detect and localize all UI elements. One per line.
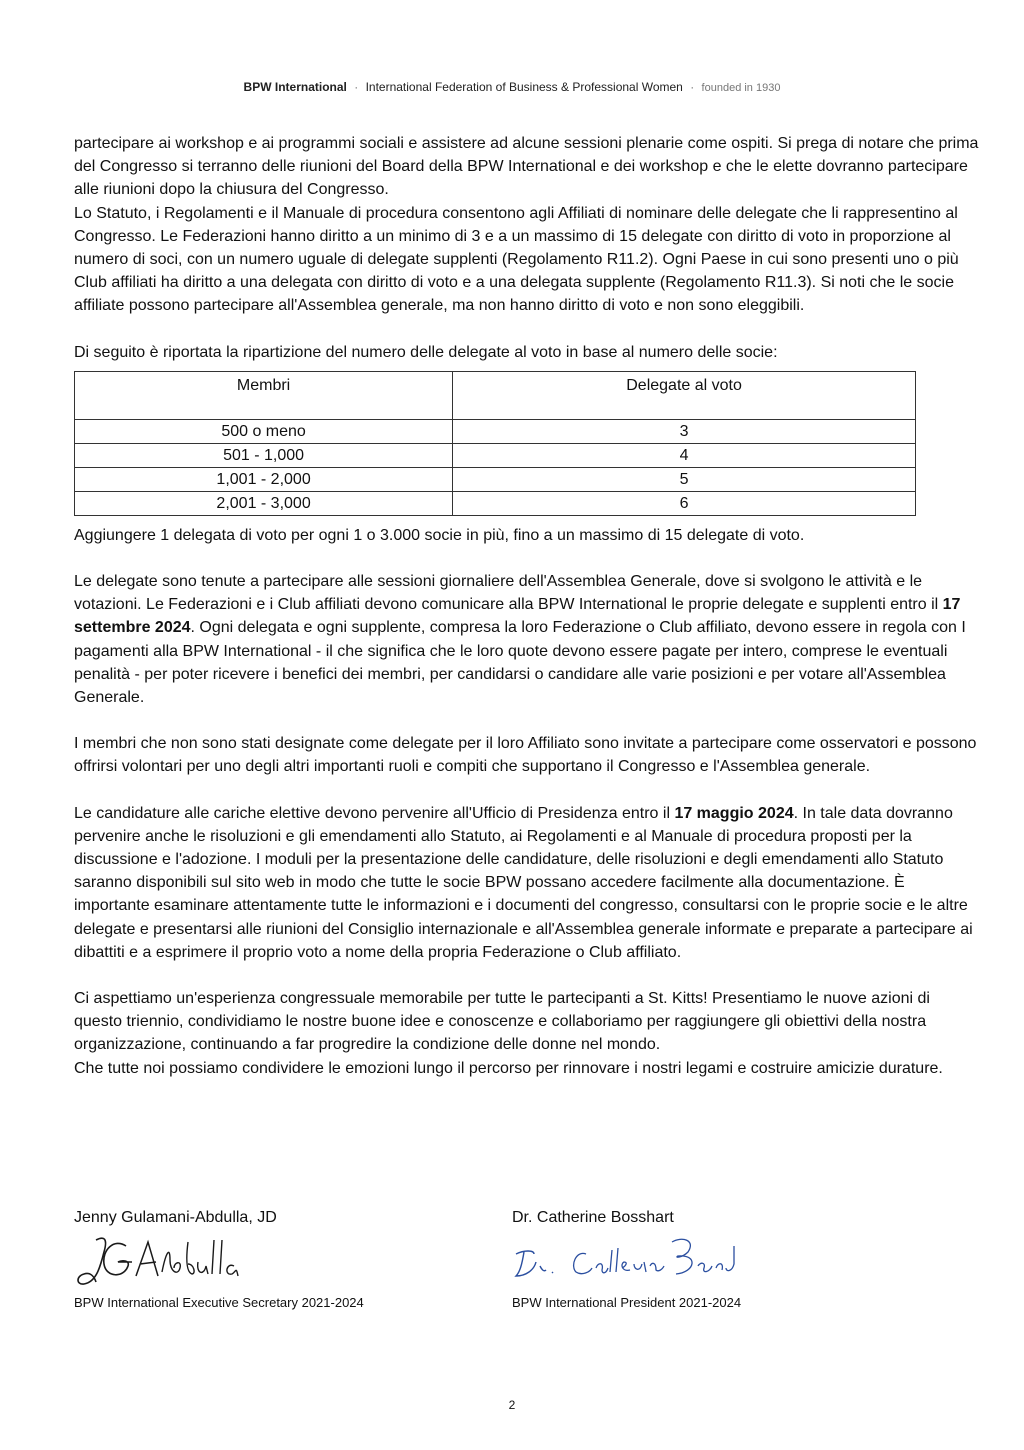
paragraph-delegates-attendance <box>74 570 979 709</box>
table-cell: 6 <box>453 491 916 515</box>
paragraph-candidatures <box>74 802 979 964</box>
paragraph-closing: Che tutte noi possiamo condividere le emozioni lungo il percorso per rinnovare i nostri legami e costruire amicizie durature. <box>74 1059 943 1077</box>
table-row <box>75 491 916 515</box>
table-cell: 2,001 - 3,000 <box>75 491 453 515</box>
header-founded: founded in 1930 <box>701 82 781 94</box>
signer-role-right: BPW International President 2021-2024 <box>512 1295 742 1310</box>
signer-role-left: BPW International Executive Secretary 2021-2024 <box>74 1295 364 1310</box>
table-header-delegates: Delegate al voto <box>453 371 916 419</box>
signature-block <box>74 1208 974 1318</box>
paragraph-text: Le candidature alle cariche elettive devono pervenire all'Ufficio di Presidenza entro il <box>74 804 675 822</box>
header-full-name: International Federation of Business & Professional Women <box>365 80 683 94</box>
header-separator: · <box>690 80 695 94</box>
paragraph-table-intro: Di seguito è riportata la ripartizione del numero delle delegate al voto in base al numero delle socie: <box>74 343 778 361</box>
paragraph-text: . Ogni delegata e ogni supplente, compresa la loro Federazione o Club affiliato, devono essere in regola con I pagamenti alla BPW International - il che significa che le loro quote devono essere pagate per intero, comprese le eventuali penalità - per poter ricevere i benefici dei membri, per candidarsi o candidare alle varie posizioni e per votare all'Assemblea Generale. <box>74 619 966 707</box>
paragraph-text: Le delegate sono tenute a partecipare alle sessioni giornaliere dell'Assemblea Generale, dove si svolgono le attività e le votazioni. Le Federazioni e i Club affiliati devono comunicare alla BPW International le proprie delegate e supplenti entro il <box>74 573 943 614</box>
paragraph-expectations: Ci aspettiamo un'esperienza congressuale memorabile per tutte le partecipanti a St. Kitts! Presentiamo le nuove azioni di questo triennio, condividiamo le nostre buone idee e conoscenze e collaboriamo per raggiungere gli obiettivi della nostra organizzazione, continuando a far progredire la condizione delle donne nel mondo. <box>74 990 930 1054</box>
document-body <box>74 132 979 1080</box>
deadline-september: 17 settembre 2024 <box>74 596 961 637</box>
signature-left <box>74 1208 474 1312</box>
signature-right <box>512 1208 912 1312</box>
signer-name-left: Jenny Gulamani-Abdulla, JD <box>74 1209 277 1226</box>
handwritten-signature-right <box>512 1232 912 1294</box>
table-cell: 500 o meno <box>75 419 453 443</box>
table-row <box>75 443 916 467</box>
paragraph-statute: Lo Statuto, i Regolamenti e il Manuale di procedura consentono agli Affiliati di nominare delle delegate che li rappresentino al Congresso. Le Federazioni hanno diritto a un minimo di 3 e a un massimo di 15 delegate con diritto di voto in proporzione al numero di soci, con un numero uguale di delegate supplenti (Regolamento R11.2). Ogni Paese in cui sono presenti uno o più Club affiliati ha diritto a una delegata con diritto di voto e a una delegata supplente (Regolamento R11.3). Si noti che le socie affiliate possono partecipare all'Assemblea generale, ma non hanno diritto di voto e non sono eleggibili. <box>74 204 959 315</box>
page-number: 2 <box>508 1398 516 1412</box>
table-header-row <box>75 371 916 419</box>
delegates-table <box>74 371 916 516</box>
deadline-may: 17 maggio 2024 <box>674 804 794 822</box>
table-cell: 501 - 1,000 <box>75 443 453 467</box>
table-row <box>75 467 916 491</box>
header-separator: · <box>354 80 359 94</box>
signer-name-right: Dr. Catherine Bosshart <box>512 1209 674 1226</box>
paragraph-workshop: partecipare ai workshop e ai programmi sociali e assistere ad alcune sessioni plenarie come ospiti. Si prega di notare che prima del Congresso si terranno delle riunioni del Board della BPW International e dei workshop e che le elette dovranno partecipare alle riunioni dopo la chiusura del Congresso. <box>74 135 979 199</box>
handwritten-signature-left <box>74 1232 474 1294</box>
table-cell: 3 <box>453 419 916 443</box>
header-org: BPW International <box>243 80 347 94</box>
page-header <box>0 80 1024 94</box>
table-cell: 1,001 - 2,000 <box>75 467 453 491</box>
paragraph-text: . In tale data dovranno pervenire anche le risoluzioni e gli emendamenti allo Statuto, ai Regolamenti e al Manuale di procedura proposti per la discussione e l'adozione. I moduli per la presentazione delle candidature, delle risoluzioni e degli emendamenti allo Statuto saranno disponibili sul sito web in modo che tutte le socie BPW possano accedere facilmente alla documentazione. È importante esaminare attentamente tutte le informazioni e i documenti del congresso, consultarsi con le proprie socie e le altre delegate e presentarsi alle riunioni del Consiglio internazionale e all'Assemblea generale informate e preparate a partecipare ai dibattiti e a esprimere il proprio voto a nome della propria Federazione o Club affiliato. <box>74 804 973 961</box>
table-header-members: Membri <box>75 371 453 419</box>
table-row <box>75 419 916 443</box>
table-cell: 4 <box>453 443 916 467</box>
paragraph-additional-delegate: Aggiungere 1 delegata di voto per ogni 1 o 3.000 socie in più, fino a un massimo di 15 delegate di voto. <box>74 526 805 544</box>
paragraph-observers: I membri che non sono stati designate come delegate per il loro Affiliato sono invitate a partecipare come osservatori e possono offrirsi volontari per uno degli altri importanti ruoli e compiti che supportano il Congresso e l'Assemblea generale. <box>74 735 977 776</box>
table-cell: 5 <box>453 467 916 491</box>
